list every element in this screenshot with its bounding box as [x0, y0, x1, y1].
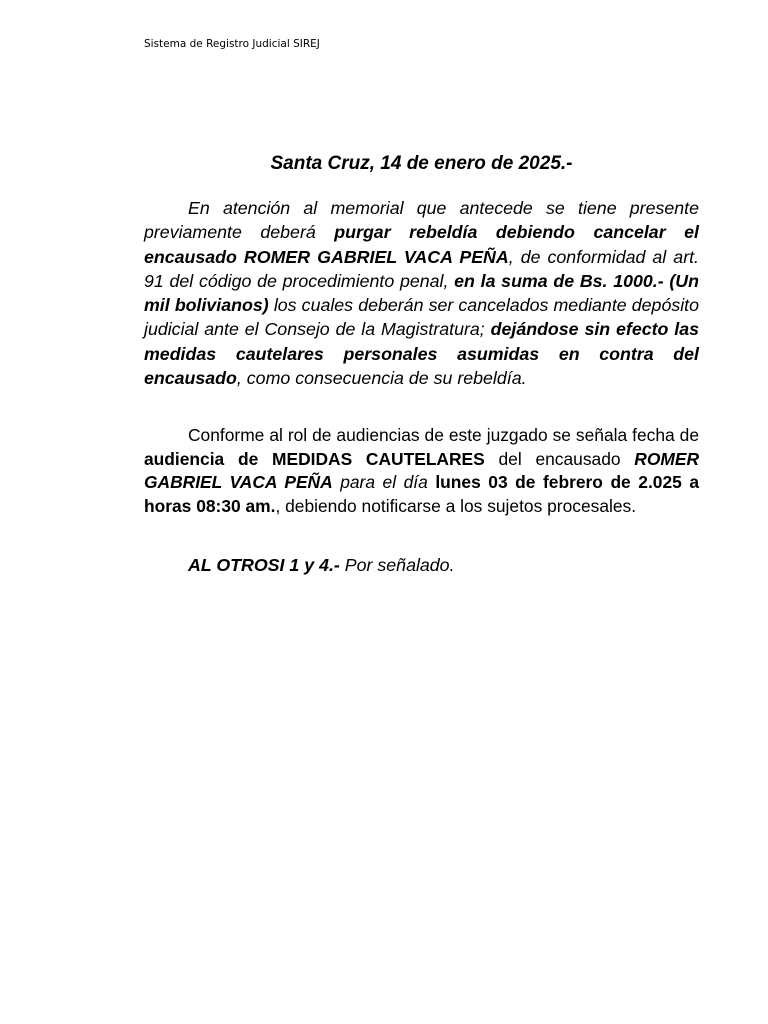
p1-text-4: , como consecuencia de su rebeldía. — [236, 368, 527, 389]
p2-text-3: para el día — [332, 472, 436, 492]
paragraph-memorial — [144, 196, 699, 390]
date-line: Santa Cruz, 14 de enero de 2025.- — [270, 153, 573, 174]
p2-bold-2: lunes 03 de febrero de 2.025 a horas 08:30 am. — [144, 472, 699, 516]
paragraph-otrosi — [144, 553, 699, 577]
p1-text-3: los cuales deberán ser cancelados mediante depósito judicial ante el Consejo de la Magistratura; — [144, 295, 699, 340]
p2-bold-italic-1: ROMER GABRIEL VACA PEÑA — [144, 448, 700, 492]
paragraph-audiencia — [144, 424, 699, 518]
p2-text-4: , debiendo notificarse a los sujetos procesales. — [275, 495, 637, 516]
p2-text-1: Conforme al rol de audiencias de este juzgado se señala fecha de — [188, 425, 699, 445]
p1-bold-1: purgar rebeldía debiendo cancelar el encausado ROMER GABRIEL VACA PEÑA — [144, 222, 699, 267]
p1-text-2: , de conformidad al art. 91 del código de procedimiento penal, — [144, 246, 699, 291]
system-header: Sistema de Registro Judicial SIREJ — [144, 38, 320, 50]
p1-bold-2: en la suma de Bs. 1000.- (Un mil bolivianos) — [144, 270, 699, 316]
p1-text-1: En atención al memorial que antecede se tiene presente previamente deberá — [144, 198, 699, 243]
p2-bold-1: audiencia de MEDIDAS CAUTELARES — [144, 448, 485, 469]
p2-text-2: del encausado — [484, 448, 635, 469]
p3-bold-1: AL OTROSI 1 y 4.- — [188, 555, 340, 575]
p1-bold-3: dejándose sin efecto las medidas cautelares personales asumidas en contra del encausado — [144, 319, 699, 389]
p3-text-1: Por señalado. — [339, 555, 455, 575]
